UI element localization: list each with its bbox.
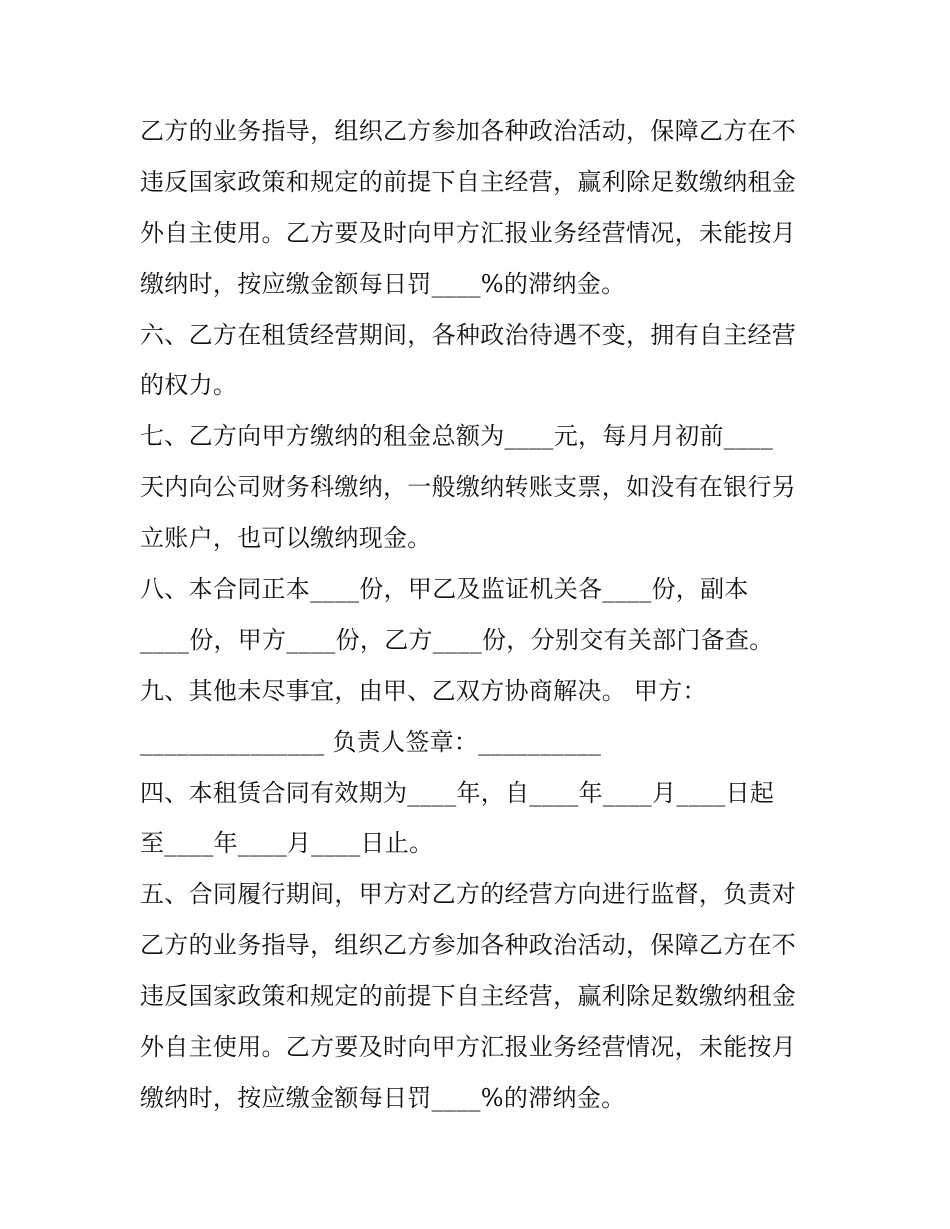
text-line: 外自主使用。乙方要及时向甲方汇报业务经营情况，未能按月 [140, 1033, 797, 1062]
clause-eight-line: 八、本合同正本____份，甲乙及监证机关各____份，副本 [140, 575, 749, 604]
text-line: 缴纳时，按应缴金额每日罚____%的滞纳金。 [140, 269, 626, 298]
text-line: 的权力。 [140, 371, 238, 400]
text-line: 立账户，也可以缴纳现金。 [140, 524, 432, 553]
text-line: 乙方的业务指导，组织乙方参加各种政治活动，保障乙方在不 [140, 117, 797, 145]
text-line: 违反国家政策和规定的前提下自主经营，赢利除足数缴纳租金 [140, 982, 797, 1011]
signature-line: _______________ 负责人签章：__________ [140, 727, 602, 756]
clause-nine-line: 九、其他未尽事宜，由甲、乙双方协商解决。 甲方： [140, 676, 707, 705]
clause-five-line: 五、合同履行期间，甲方对乙方的经营方向进行监督，负责对 [140, 880, 797, 909]
text-line: 天内向公司财务科缴纳，一般缴纳转账支票，如没有在银行另 [140, 473, 797, 502]
text-line: 违反国家政策和规定的前提下自主经营，赢利除足数缴纳租金 [140, 167, 797, 196]
clause-six-line: 六、乙方在租赁经营期间，各种政治待遇不变，拥有自主经营 [140, 320, 797, 349]
text-line: 至____年____月____日止。 [140, 829, 434, 858]
clause-seven-line: 七、乙方向甲方缴纳的租金总额为____元，每月月初前____ [140, 422, 773, 451]
text-line: ____份，甲方____份，乙方____份，分别交有关部门备查。 [140, 625, 774, 654]
text-line: 外自主使用。乙方要及时向甲方汇报业务经营情况，未能按月 [140, 218, 797, 247]
clause-four-line: 四、本租赁合同有效期为____年，自____年____月____日起 [140, 778, 775, 807]
text-line: 乙方的业务指导，组织乙方参加各种政治活动，保障乙方在不 [140, 931, 797, 960]
document-body [140, 106, 820, 1124]
text-line: 缴纳时，按应缴金额每日罚____%的滞纳金。 [140, 1083, 626, 1112]
